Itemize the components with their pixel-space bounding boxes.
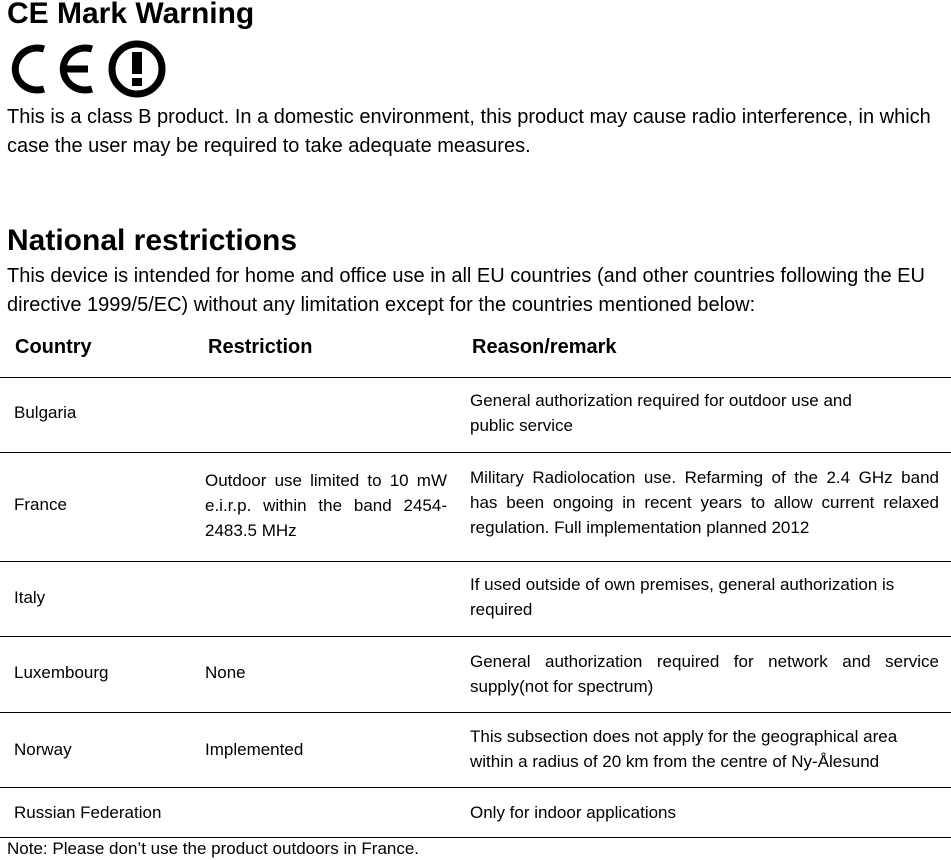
alert-circle-icon (112, 44, 162, 94)
country-cell: Bulgaria (14, 403, 77, 422)
national-restrictions-title: National restrictions (7, 224, 298, 257)
table-row (0, 712, 951, 788)
country-cell: Italy (14, 588, 46, 607)
remark-cell: This subsection does not apply for the geographical area within a radius of 20 km from the centre of Ny-Ålesund (470, 727, 898, 771)
table-row (0, 452, 951, 562)
remark-cell: Only for indoor applications (470, 803, 677, 822)
country-cell: Norway (14, 740, 72, 759)
table-row (0, 636, 951, 713)
remark-cell: General authorization required for network and service supply(not for spectrum) (470, 652, 939, 696)
restriction-cell: Outdoor use limited to 10 mW e.i.r.p. within the band 2454-2483.5 MHz (205, 471, 447, 540)
table-row (0, 561, 951, 637)
footnote: Note: Please don’t use the product outdoors in France. (7, 839, 420, 858)
country-cell: France (14, 495, 67, 514)
remark-cell: General authorization required for outdoor use and public service (470, 391, 852, 435)
country-cell: Russian Federation (14, 803, 162, 822)
header-country: Country (15, 336, 92, 358)
ce-mark-logo (6, 39, 168, 99)
table-row (0, 787, 951, 838)
restriction-cell: None (205, 663, 246, 682)
remark-cell: If used outside of own premises, general authorization is required (470, 575, 895, 619)
header-reason: Reason/remark (472, 336, 617, 358)
ce-warning-text: This is a class B product. In a domestic environment, this product may cause radio interference, in which case the user may be required to take adequate measures. (7, 106, 931, 157)
remark-cell: Military Radiolocation use. Refarming of the 2.4 GHz band has been ongoing in recent years to allow current relaxed regulation. Full implementation planned 2012 (470, 468, 939, 537)
header-restriction: Restriction (208, 336, 313, 358)
restriction-cell: Implemented (205, 740, 304, 759)
table-bottom-rule (0, 837, 951, 838)
ce-mark-icon (15, 48, 92, 90)
ce-warning-title: CE Mark Warning (7, 0, 255, 30)
table-row (0, 377, 951, 453)
national-restrictions-text: This device is intended for home and office use in all EU countries (and other countries following the EU directive 1999/5/EC) without any limitation except for the countries mentioned below: (7, 265, 925, 316)
country-cell: Luxembourg (14, 663, 109, 682)
